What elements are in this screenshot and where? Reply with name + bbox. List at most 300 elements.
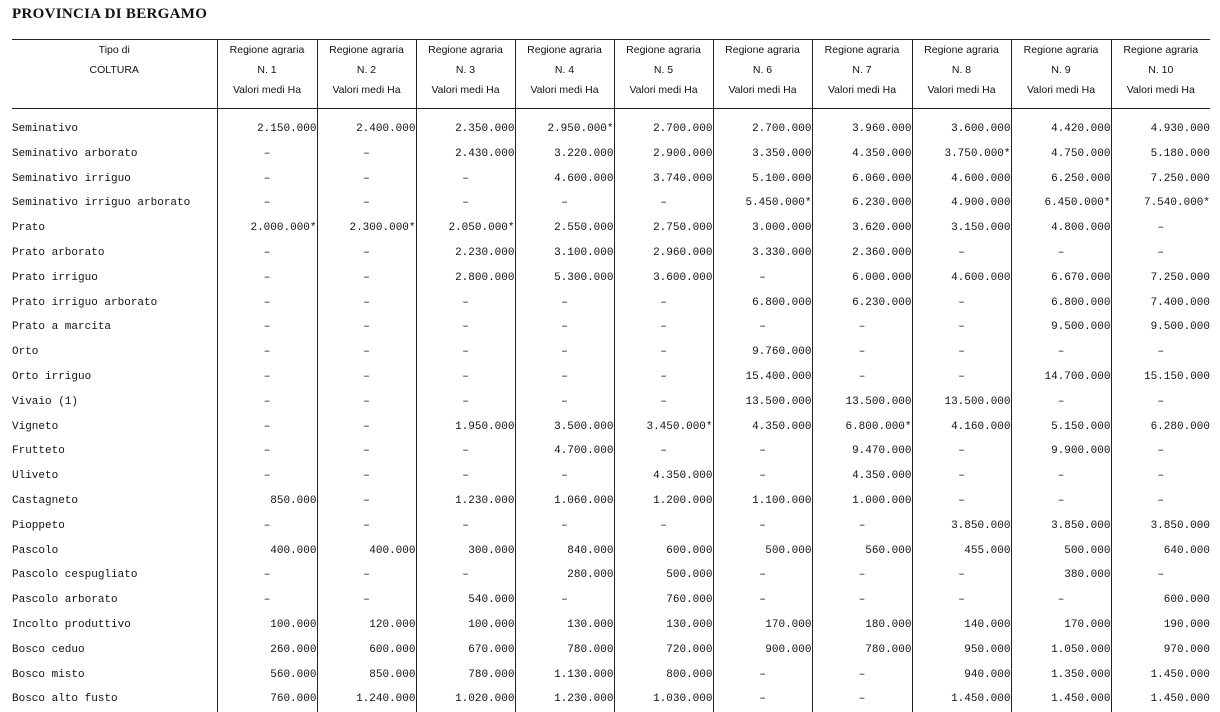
table-row bbox=[12, 588, 1210, 613]
spacer-cell bbox=[217, 109, 317, 118]
value-cell-region-6: 900.000 bbox=[713, 638, 812, 663]
spacer-cell bbox=[912, 109, 1011, 118]
value-cell-region-2: – bbox=[317, 142, 416, 167]
value-cell-region-6: 15.400.000 bbox=[713, 365, 812, 390]
value-cell-region-5: 2.960.000 bbox=[614, 241, 713, 266]
value-cell-region-7: – bbox=[812, 563, 912, 588]
value-cell-region-1: 850.000 bbox=[217, 489, 317, 514]
header-region-3 bbox=[416, 40, 515, 109]
value-cell-region-5: 800.000 bbox=[614, 663, 713, 688]
value-cell-region-6: 9.760.000 bbox=[713, 340, 812, 365]
value-cell-region-10: 7.540.000* bbox=[1111, 191, 1210, 216]
value-cell-region-10: 1.450.000 bbox=[1111, 663, 1210, 688]
value-cell-region-9: 1.350.000 bbox=[1011, 663, 1111, 688]
value-cell-region-9: – bbox=[1011, 464, 1111, 489]
value-cell-region-8: – bbox=[912, 588, 1011, 613]
value-cell-region-4: – bbox=[515, 315, 614, 340]
value-cell-region-4: 1.130.000 bbox=[515, 663, 614, 688]
header-region-l2: N. 9 bbox=[1012, 60, 1111, 80]
value-cell-region-7: – bbox=[812, 340, 912, 365]
header-region-l2: N. 2 bbox=[318, 60, 416, 80]
value-cell-region-6: – bbox=[713, 563, 812, 588]
value-cell-region-4: 4.600.000 bbox=[515, 167, 614, 192]
table-row bbox=[12, 241, 1210, 266]
value-cell-region-9: 9.900.000 bbox=[1011, 439, 1111, 464]
value-cell-region-4: – bbox=[515, 291, 614, 316]
crop-type-cell: Prato irriguo bbox=[12, 266, 217, 291]
crop-type-cell: Uliveto bbox=[12, 464, 217, 489]
table-row bbox=[12, 340, 1210, 365]
value-cell-region-9: – bbox=[1011, 390, 1111, 415]
value-cell-region-1: – bbox=[217, 241, 317, 266]
value-cell-region-3: – bbox=[416, 514, 515, 539]
table-row bbox=[12, 216, 1210, 241]
header-region-5 bbox=[614, 40, 713, 109]
value-cell-region-8: – bbox=[912, 241, 1011, 266]
value-cell-region-10: 7.400.000 bbox=[1111, 291, 1210, 316]
header-region-l3: Valori medi Ha bbox=[1112, 80, 1211, 100]
header-region-l2: N. 3 bbox=[417, 60, 515, 80]
value-cell-region-5: – bbox=[614, 514, 713, 539]
value-cell-region-7: 4.350.000 bbox=[812, 464, 912, 489]
value-cell-region-6: 500.000 bbox=[713, 539, 812, 564]
value-cell-region-7: 9.470.000 bbox=[812, 439, 912, 464]
header-region-l3: Valori medi Ha bbox=[714, 80, 812, 100]
value-cell-region-7: – bbox=[812, 663, 912, 688]
value-cell-region-8: – bbox=[912, 439, 1011, 464]
value-cell-region-8: 4.600.000 bbox=[912, 167, 1011, 192]
value-cell-region-6: – bbox=[713, 514, 812, 539]
value-cell-region-10: – bbox=[1111, 216, 1210, 241]
crop-type-cell: Frutteto bbox=[12, 439, 217, 464]
value-cell-region-2: – bbox=[317, 439, 416, 464]
table-header bbox=[12, 40, 1210, 109]
value-cell-region-10: 190.000 bbox=[1111, 613, 1210, 638]
value-cell-region-6: 5.450.000* bbox=[713, 191, 812, 216]
table-row bbox=[12, 613, 1210, 638]
crop-type-cell: Pascolo arborato bbox=[12, 588, 217, 613]
value-cell-region-1: 260.000 bbox=[217, 638, 317, 663]
value-cell-region-1: – bbox=[217, 415, 317, 440]
value-cell-region-1: – bbox=[217, 340, 317, 365]
value-cell-region-6: 6.800.000 bbox=[713, 291, 812, 316]
value-cell-region-6: – bbox=[713, 315, 812, 340]
value-cell-region-1: – bbox=[217, 291, 317, 316]
value-cell-region-8: 4.600.000 bbox=[912, 266, 1011, 291]
value-cell-region-3: 100.000 bbox=[416, 613, 515, 638]
value-cell-region-4: – bbox=[515, 390, 614, 415]
value-cell-region-6: – bbox=[713, 266, 812, 291]
crop-type-cell: Prato arborato bbox=[12, 241, 217, 266]
value-cell-region-9: 4.800.000 bbox=[1011, 216, 1111, 241]
value-cell-region-3: – bbox=[416, 390, 515, 415]
value-cell-region-5: – bbox=[614, 291, 713, 316]
crop-type-cell: Incolto produttivo bbox=[12, 613, 217, 638]
value-cell-region-7: 780.000 bbox=[812, 638, 912, 663]
crop-type-cell: Vigneto bbox=[12, 415, 217, 440]
header-region-l1: Regione agraria bbox=[913, 40, 1011, 60]
crop-type-cell: Prato irriguo arborato bbox=[12, 291, 217, 316]
value-cell-region-7: 3.620.000 bbox=[812, 216, 912, 241]
value-cell-region-3: – bbox=[416, 340, 515, 365]
value-cell-region-5: 2.750.000 bbox=[614, 216, 713, 241]
spacer-cell bbox=[416, 109, 515, 118]
value-cell-region-2: – bbox=[317, 563, 416, 588]
value-cell-region-3: – bbox=[416, 464, 515, 489]
crop-type-cell: Pioppeto bbox=[12, 514, 217, 539]
value-cell-region-1: 2.000.000* bbox=[217, 216, 317, 241]
value-cell-region-5: 720.000 bbox=[614, 638, 713, 663]
spacer-cell bbox=[1111, 109, 1210, 118]
value-cell-region-3: – bbox=[416, 167, 515, 192]
value-cell-region-1: 100.000 bbox=[217, 613, 317, 638]
value-cell-region-4: 2.550.000 bbox=[515, 216, 614, 241]
crop-type-cell: Castagneto bbox=[12, 489, 217, 514]
header-region-l1: Regione agraria bbox=[318, 40, 416, 60]
value-cell-region-7: – bbox=[812, 514, 912, 539]
value-cell-region-1: – bbox=[217, 365, 317, 390]
table-row bbox=[12, 489, 1210, 514]
spacer-cell bbox=[317, 109, 416, 118]
value-cell-region-3: 2.430.000 bbox=[416, 142, 515, 167]
value-cell-region-10: 7.250.000 bbox=[1111, 266, 1210, 291]
value-cell-region-9: 9.500.000 bbox=[1011, 315, 1111, 340]
header-region-l3: Valori medi Ha bbox=[813, 80, 912, 100]
header-region-l3: Valori medi Ha bbox=[615, 80, 713, 100]
crop-type-cell: Seminativo arborato bbox=[12, 142, 217, 167]
value-cell-region-4: – bbox=[515, 588, 614, 613]
value-cell-region-3: 1.020.000 bbox=[416, 687, 515, 712]
value-cell-region-2: – bbox=[317, 167, 416, 192]
table-row bbox=[12, 539, 1210, 564]
value-cell-region-2: – bbox=[317, 489, 416, 514]
value-cell-region-3: 300.000 bbox=[416, 539, 515, 564]
crop-type-cell: Orto bbox=[12, 340, 217, 365]
header-region-l1: Regione agraria bbox=[615, 40, 713, 60]
value-cell-region-5: 3.450.000* bbox=[614, 415, 713, 440]
header-region-1 bbox=[217, 40, 317, 109]
value-cell-region-6: 5.100.000 bbox=[713, 167, 812, 192]
spacer-cell bbox=[812, 109, 912, 118]
spacer-cell bbox=[12, 109, 217, 118]
value-cell-region-4: 5.300.000 bbox=[515, 266, 614, 291]
value-cell-region-8: – bbox=[912, 340, 1011, 365]
header-region-l2: N. 7 bbox=[813, 60, 912, 80]
value-cell-region-8: 3.850.000 bbox=[912, 514, 1011, 539]
value-cell-region-4: 840.000 bbox=[515, 539, 614, 564]
value-cell-region-4: 1.230.000 bbox=[515, 687, 614, 712]
value-cell-region-7: 2.360.000 bbox=[812, 241, 912, 266]
header-region-l1: Regione agraria bbox=[1012, 40, 1111, 60]
value-cell-region-1: – bbox=[217, 191, 317, 216]
value-cell-region-3: 2.350.000 bbox=[416, 117, 515, 142]
value-cell-region-5: – bbox=[614, 315, 713, 340]
value-cell-region-6: 3.330.000 bbox=[713, 241, 812, 266]
value-cell-region-4: – bbox=[515, 464, 614, 489]
value-cell-region-8: 3.600.000 bbox=[912, 117, 1011, 142]
value-cell-region-7: 13.500.000 bbox=[812, 390, 912, 415]
header-region-l3: Valori medi Ha bbox=[218, 80, 317, 100]
header-region-l1: Regione agraria bbox=[1112, 40, 1211, 60]
value-cell-region-10: 1.450.000 bbox=[1111, 687, 1210, 712]
value-cell-region-1: – bbox=[217, 588, 317, 613]
value-cell-region-9: 1.050.000 bbox=[1011, 638, 1111, 663]
value-cell-region-5: – bbox=[614, 439, 713, 464]
crop-type-cell: Bosco ceduo bbox=[12, 638, 217, 663]
header-region-l2: N. 5 bbox=[615, 60, 713, 80]
crop-type-cell: Prato a marcita bbox=[12, 315, 217, 340]
value-cell-region-1: – bbox=[217, 563, 317, 588]
value-cell-region-2: – bbox=[317, 390, 416, 415]
crop-type-cell: Bosco misto bbox=[12, 663, 217, 688]
table-row bbox=[12, 514, 1210, 539]
value-cell-region-3: – bbox=[416, 365, 515, 390]
value-cell-region-10: – bbox=[1111, 390, 1210, 415]
table-row bbox=[12, 687, 1210, 712]
value-cell-region-7: 6.000.000 bbox=[812, 266, 912, 291]
header-region-l2: N. 6 bbox=[714, 60, 812, 80]
value-cell-region-5: 4.350.000 bbox=[614, 464, 713, 489]
value-cell-region-1: 760.000 bbox=[217, 687, 317, 712]
table-row bbox=[12, 464, 1210, 489]
value-cell-region-9: 1.450.000 bbox=[1011, 687, 1111, 712]
header-region-l1: Regione agraria bbox=[417, 40, 515, 60]
value-cell-region-1: 400.000 bbox=[217, 539, 317, 564]
value-cell-region-3: – bbox=[416, 563, 515, 588]
value-cell-region-2: – bbox=[317, 365, 416, 390]
value-cell-region-4: 280.000 bbox=[515, 563, 614, 588]
value-cell-region-6: 4.350.000 bbox=[713, 415, 812, 440]
value-cell-region-5: 2.900.000 bbox=[614, 142, 713, 167]
table-row bbox=[12, 117, 1210, 142]
table-row bbox=[12, 291, 1210, 316]
value-cell-region-9: 380.000 bbox=[1011, 563, 1111, 588]
value-cell-region-7: 6.060.000 bbox=[812, 167, 912, 192]
value-cell-region-6: 170.000 bbox=[713, 613, 812, 638]
value-cell-region-7: 4.350.000 bbox=[812, 142, 912, 167]
value-cell-region-8: 950.000 bbox=[912, 638, 1011, 663]
value-cell-region-7: 180.000 bbox=[812, 613, 912, 638]
value-cell-region-1: – bbox=[217, 514, 317, 539]
value-cell-region-2: 600.000 bbox=[317, 638, 416, 663]
value-cell-region-10: 970.000 bbox=[1111, 638, 1210, 663]
header-region-l1: Regione agraria bbox=[714, 40, 812, 60]
value-cell-region-9: – bbox=[1011, 241, 1111, 266]
value-cell-region-2: 2.300.000* bbox=[317, 216, 416, 241]
value-cell-region-9: – bbox=[1011, 340, 1111, 365]
value-cell-region-9: 6.800.000 bbox=[1011, 291, 1111, 316]
value-cell-region-1: – bbox=[217, 142, 317, 167]
value-cell-region-2: – bbox=[317, 315, 416, 340]
table-row bbox=[12, 365, 1210, 390]
value-cell-region-2: – bbox=[317, 340, 416, 365]
table-row bbox=[12, 563, 1210, 588]
spacer-cell bbox=[614, 109, 713, 118]
value-cell-region-6: 1.100.000 bbox=[713, 489, 812, 514]
spacer-cell bbox=[515, 109, 614, 118]
value-cell-region-5: 2.700.000 bbox=[614, 117, 713, 142]
value-cell-region-4: 3.100.000 bbox=[515, 241, 614, 266]
value-cell-region-8: 13.500.000 bbox=[912, 390, 1011, 415]
value-cell-region-1: – bbox=[217, 464, 317, 489]
table-body bbox=[12, 109, 1210, 712]
header-region-l1: Regione agraria bbox=[516, 40, 614, 60]
value-cell-region-4: 1.060.000 bbox=[515, 489, 614, 514]
value-cell-region-2: – bbox=[317, 588, 416, 613]
value-cell-region-1: – bbox=[217, 266, 317, 291]
header-region-9 bbox=[1011, 40, 1111, 109]
value-cell-region-2: – bbox=[317, 266, 416, 291]
value-cell-region-3: 670.000 bbox=[416, 638, 515, 663]
crop-type-cell: Seminativo irriguo arborato bbox=[12, 191, 217, 216]
value-cell-region-5: – bbox=[614, 191, 713, 216]
value-cell-region-8: – bbox=[912, 365, 1011, 390]
value-cell-region-6: 3.350.000 bbox=[713, 142, 812, 167]
table-row bbox=[12, 142, 1210, 167]
value-cell-region-10: – bbox=[1111, 439, 1210, 464]
crop-type-cell: Vivaio (1) bbox=[12, 390, 217, 415]
value-cell-region-1: – bbox=[217, 439, 317, 464]
header-region-l3: Valori medi Ha bbox=[318, 80, 416, 100]
value-cell-region-3: 2.050.000* bbox=[416, 216, 515, 241]
value-cell-region-10: – bbox=[1111, 489, 1210, 514]
value-cell-region-9: 500.000 bbox=[1011, 539, 1111, 564]
value-cell-region-4: 3.220.000 bbox=[515, 142, 614, 167]
value-cell-region-4: 3.500.000 bbox=[515, 415, 614, 440]
crop-type-cell: Pascolo cespugliato bbox=[12, 563, 217, 588]
header-region-l2: N. 1 bbox=[218, 60, 317, 80]
crop-type-cell: Orto irriguo bbox=[12, 365, 217, 390]
table-row bbox=[12, 315, 1210, 340]
value-cell-region-2: 2.400.000 bbox=[317, 117, 416, 142]
value-cell-region-10: – bbox=[1111, 563, 1210, 588]
crop-type-cell: Prato bbox=[12, 216, 217, 241]
value-cell-region-9: – bbox=[1011, 489, 1111, 514]
value-cell-region-4: 130.000 bbox=[515, 613, 614, 638]
value-cell-region-1: 2.150.000 bbox=[217, 117, 317, 142]
value-cell-region-4: – bbox=[515, 365, 614, 390]
value-cell-region-7: 6.230.000 bbox=[812, 291, 912, 316]
header-region-l1: Regione agraria bbox=[218, 40, 317, 60]
value-cell-region-6: – bbox=[713, 663, 812, 688]
value-cell-region-9: 6.450.000* bbox=[1011, 191, 1111, 216]
value-cell-region-10: 6.280.000 bbox=[1111, 415, 1210, 440]
value-cell-region-9: 14.700.000 bbox=[1011, 365, 1111, 390]
value-cell-region-1: – bbox=[217, 167, 317, 192]
table-row bbox=[12, 638, 1210, 663]
table-row bbox=[12, 191, 1210, 216]
value-cell-region-5: 500.000 bbox=[614, 563, 713, 588]
crop-type-cell: Seminativo bbox=[12, 117, 217, 142]
value-cell-region-7: 1.000.000 bbox=[812, 489, 912, 514]
value-cell-region-2: 1.240.000 bbox=[317, 687, 416, 712]
value-cell-region-9: – bbox=[1011, 588, 1111, 613]
value-cell-region-8: 140.000 bbox=[912, 613, 1011, 638]
value-cell-region-6: 2.700.000 bbox=[713, 117, 812, 142]
value-cell-region-3: 2.800.000 bbox=[416, 266, 515, 291]
value-cell-region-3: – bbox=[416, 291, 515, 316]
header-region-l3: Valori medi Ha bbox=[417, 80, 515, 100]
header-region-4 bbox=[515, 40, 614, 109]
value-cell-region-3: 780.000 bbox=[416, 663, 515, 688]
value-cell-region-2: 850.000 bbox=[317, 663, 416, 688]
value-cell-region-10: 4.930.000 bbox=[1111, 117, 1210, 142]
header-type-line2: COLTURA bbox=[12, 60, 217, 80]
value-cell-region-5: – bbox=[614, 390, 713, 415]
value-cell-region-7: 3.960.000 bbox=[812, 117, 912, 142]
header-region-l3: Valori medi Ha bbox=[1012, 80, 1111, 100]
value-cell-region-4: 4.700.000 bbox=[515, 439, 614, 464]
value-cell-region-3: 2.230.000 bbox=[416, 241, 515, 266]
value-cell-region-5: 1.200.000 bbox=[614, 489, 713, 514]
table-row bbox=[12, 415, 1210, 440]
value-cell-region-9: 170.000 bbox=[1011, 613, 1111, 638]
header-region-10 bbox=[1111, 40, 1210, 109]
value-cell-region-9: 5.150.000 bbox=[1011, 415, 1111, 440]
value-cell-region-6: – bbox=[713, 464, 812, 489]
value-cell-region-6: – bbox=[713, 439, 812, 464]
value-cell-region-6: – bbox=[713, 588, 812, 613]
header-region-2 bbox=[317, 40, 416, 109]
value-cell-region-1: – bbox=[217, 315, 317, 340]
value-cell-region-8: 3.750.000* bbox=[912, 142, 1011, 167]
value-cell-region-5: – bbox=[614, 340, 713, 365]
value-cell-region-7: – bbox=[812, 687, 912, 712]
value-cell-region-7: 6.800.000* bbox=[812, 415, 912, 440]
value-cell-region-8: 455.000 bbox=[912, 539, 1011, 564]
value-cell-region-7: 6.230.000 bbox=[812, 191, 912, 216]
value-cell-region-4: 2.950.000* bbox=[515, 117, 614, 142]
value-cell-region-8: – bbox=[912, 563, 1011, 588]
value-cell-region-5: 1.030.000 bbox=[614, 687, 713, 712]
value-cell-region-10: 600.000 bbox=[1111, 588, 1210, 613]
value-cell-region-6: – bbox=[713, 687, 812, 712]
header-type-line1: Tipo di bbox=[12, 40, 217, 60]
value-cell-region-6: 13.500.000 bbox=[713, 390, 812, 415]
value-cell-region-2: – bbox=[317, 415, 416, 440]
table-row bbox=[12, 167, 1210, 192]
value-cell-region-3: – bbox=[416, 191, 515, 216]
spacer-cell bbox=[713, 109, 812, 118]
table-row bbox=[12, 266, 1210, 291]
value-cell-region-2: – bbox=[317, 191, 416, 216]
header-region-7 bbox=[812, 40, 912, 109]
value-cell-region-10: – bbox=[1111, 340, 1210, 365]
value-cell-region-10: 640.000 bbox=[1111, 539, 1210, 564]
header-region-l2: N. 10 bbox=[1112, 60, 1211, 80]
value-cell-region-3: – bbox=[416, 439, 515, 464]
crop-type-cell: Bosco alto fusto bbox=[12, 687, 217, 712]
header-region-8 bbox=[912, 40, 1011, 109]
value-cell-region-5: 600.000 bbox=[614, 539, 713, 564]
value-cell-region-8: 940.000 bbox=[912, 663, 1011, 688]
crop-type-cell: Seminativo irriguo bbox=[12, 167, 217, 192]
value-cell-region-10: 3.850.000 bbox=[1111, 514, 1210, 539]
value-cell-region-2: – bbox=[317, 291, 416, 316]
value-cell-region-7: – bbox=[812, 588, 912, 613]
value-cell-region-4: – bbox=[515, 514, 614, 539]
value-cell-region-7: – bbox=[812, 315, 912, 340]
value-cell-region-2: 400.000 bbox=[317, 539, 416, 564]
value-cell-region-9: 6.250.000 bbox=[1011, 167, 1111, 192]
value-cell-region-7: – bbox=[812, 365, 912, 390]
spacer-cell bbox=[1011, 109, 1111, 118]
value-cell-region-9: 6.670.000 bbox=[1011, 266, 1111, 291]
header-region-l3: Valori medi Ha bbox=[516, 80, 614, 100]
value-cell-region-9: 3.850.000 bbox=[1011, 514, 1111, 539]
value-cell-region-9: 4.750.000 bbox=[1011, 142, 1111, 167]
spacer-row bbox=[12, 109, 1210, 118]
